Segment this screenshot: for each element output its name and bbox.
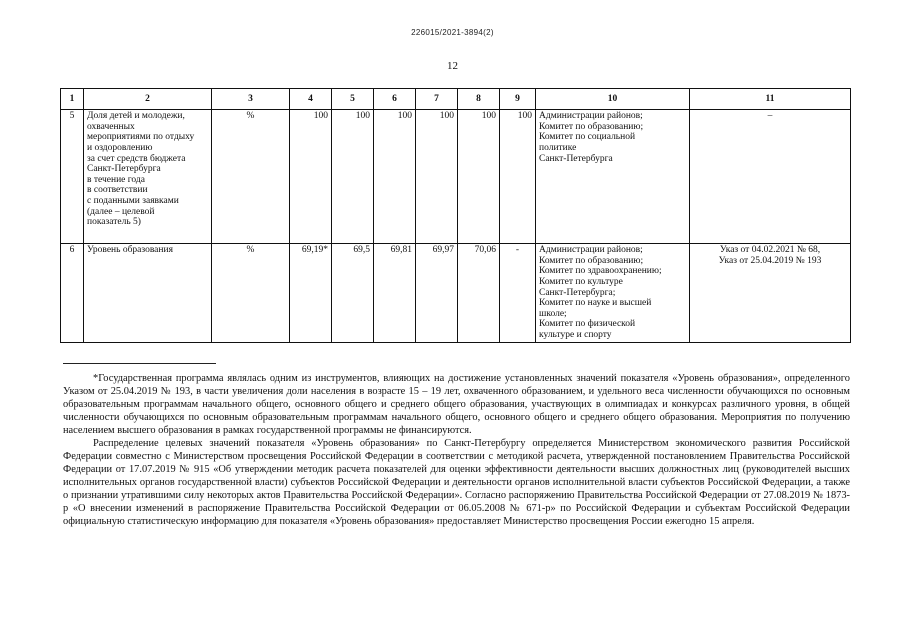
- indicator-name: Доля детей и молодежи, охваченных мероприятиями по отдыху и оздоровлению за счет средств бюджета Санкт-Петербурга в течение года в соответствии с поданными заявками (далее – целевой показатель 5): [84, 110, 212, 244]
- column-header: 8: [458, 89, 500, 110]
- value-cell: 69,19*: [290, 244, 332, 343]
- footnote-separator: [63, 363, 216, 364]
- column-header: 10: [536, 89, 690, 110]
- footnote-text: [63, 372, 850, 528]
- footnote-paragraph: Распределение целевых значений показателя «Уровень образования» по Санкт-Петербургу определяется Министерством экономического развития Российской Федерации совместно с Министерством просвещения Российской Федерации в соответствии с методикой расчета, утвержденной постановлением Правительства Российской Федерации от 17.07.2019 № 915 «Об утверждении методик расчета показателей для оценки эффективности деятельности высших должностных лиц (руководителей высших исполнительных органов государственной власти) субъектов Российской Федерации и деятельности органов исполнительной власти субъектов Российской Федерации, а также о признании утратившими силу некоторых актов Правительства Российской Федерации». Согласно распоряжению Правительства Российской Федерации от 27.08.2019 № 1873-р «О внесении изменений в распоряжение Правительства Российской Федерации от 06.05.2008 № 671-р» по Российской Федерации и субъектам Российской Федерации официальную статистическую информацию для показателя «Уровень образования» предоставляет Министерство просвещения России ежегодно 15 апреля.: [63, 438, 850, 527]
- page-number: 12: [447, 60, 458, 72]
- row-number: 5: [61, 110, 84, 244]
- executors-cell: Администрации районов; Комитет по образованию; Комитет по здравоохранению; Комитет по культуре Санкт-Петербурга; Комитет по науке и высшей школе; Комитет по физической культуре и спорту: [536, 244, 690, 343]
- value-cell: 100: [332, 110, 374, 244]
- value-cell: 70,06: [458, 244, 500, 343]
- value-cell: 100: [290, 110, 332, 244]
- column-header: 3: [212, 89, 290, 110]
- table-row: [61, 244, 851, 343]
- value-cell: 69,5: [332, 244, 374, 343]
- table-row: [61, 110, 851, 244]
- document-registration-stamp: 226015/2021-3894(2): [411, 28, 494, 37]
- unit-cell: %: [212, 110, 290, 244]
- column-header: 4: [290, 89, 332, 110]
- column-header: 9: [500, 89, 536, 110]
- unit-cell: %: [212, 244, 290, 343]
- value-cell: 100: [416, 110, 458, 244]
- footnote-paragraph: *Государственная программа являлась одним из инструментов, влияющих на достижение установленных значений показателя «Уровень образования», определенного Указом от 25.04.2019 № 193, в части увеличения доли населения в возрасте 15 – 19 лет, охваченного образованием, и удельного веса численности обучающихся по основным образовательным программам начального общего, основного общего и среднего общего образования, участвующих в олимпиадах и конкурсах различного уровня, в общей численности обучающихся по основным образовательным программам начального общего, основного общего и среднего общего образования. Мероприятия по получению населением высшего образования в рамках государственной программы не финансируются.: [63, 373, 850, 436]
- value-cell: 100: [374, 110, 416, 244]
- table-header-row: [61, 89, 851, 110]
- executors-cell: Администрации районов; Комитет по образованию; Комитет по социальной политике Санкт-Петербурга: [536, 110, 690, 244]
- basis-cell: Указ от 04.02.2021 № 68, Указ от 25.04.2019 № 193: [690, 244, 851, 343]
- column-header: 6: [374, 89, 416, 110]
- column-header: 11: [690, 89, 851, 110]
- indicator-name: Уровень образования: [84, 244, 212, 343]
- value-cell: 69,81: [374, 244, 416, 343]
- value-cell: -: [500, 244, 536, 343]
- column-header: 7: [416, 89, 458, 110]
- column-header: 1: [61, 89, 84, 110]
- value-cell: 69,97: [416, 244, 458, 343]
- value-cell: 100: [458, 110, 500, 244]
- row-number: 6: [61, 244, 84, 343]
- column-header: 5: [332, 89, 374, 110]
- value-cell: 100: [500, 110, 536, 244]
- basis-cell: –: [690, 110, 851, 244]
- indicators-table: [60, 88, 851, 343]
- column-header: 2: [84, 89, 212, 110]
